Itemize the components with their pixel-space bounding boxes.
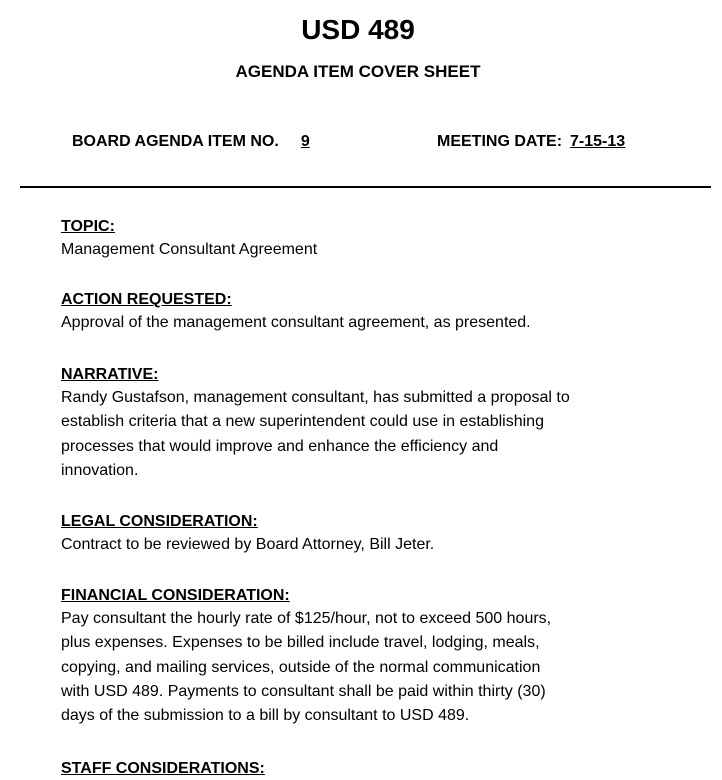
meeting-date-row: [437, 131, 625, 153]
meeting-date-value: 7-15-13: [570, 133, 626, 150]
agenda-item-number-row: [72, 131, 327, 153]
legal-consideration-body: [61, 533, 691, 557]
action-requested-section: [61, 289, 691, 335]
narrative-line: innovation.: [61, 461, 139, 479]
topic-body: [61, 238, 691, 262]
financial-consideration-line: with USD 489. Payments to consultant shall be paid within thirty (30): [61, 682, 546, 700]
financial-consideration-line: plus expenses. Expenses to be billed include travel, lodging, meals,: [61, 634, 540, 652]
document-subtitle: AGENDA ITEM COVER SHEET: [235, 62, 481, 81]
legal-consideration-section: [61, 511, 691, 557]
topic-line: Management Consultant Agreement: [61, 241, 318, 258]
narrative-line: processes that would improve and enhance the efficiency and: [61, 437, 499, 455]
financial-consideration-line: days of the submission to a bill by consultant to USD 489.: [61, 707, 470, 725]
meeting-date-label: MEETING DATE:: [437, 133, 563, 150]
header-divider: [20, 186, 711, 188]
narrative-section: [61, 364, 691, 483]
narrative-line: Randy Gustafson, management consultant, has submitted a proposal to: [61, 389, 570, 406]
action-requested-line: Approval of the management consultant agreement, as presented.: [61, 314, 531, 331]
narrative-heading: NARRATIVE:: [61, 366, 159, 383]
financial-consideration-section: [61, 585, 691, 728]
financial-consideration-body: [61, 607, 691, 728]
narrative-body: [61, 386, 691, 483]
financial-consideration-heading: FINANCIAL CONSIDERATION:: [61, 587, 290, 604]
legal-consideration-heading: LEGAL CONSIDERATION:: [61, 513, 258, 530]
financial-consideration-line: Pay consultant the hourly rate of $125/hour, not to exceed 500 hours,: [61, 610, 552, 627]
legal-consideration-line: Contract to be reviewed by Board Attorney, Bill Jeter.: [61, 536, 435, 553]
staff-considerations-heading: STAFF CONSIDERATIONS:: [61, 760, 265, 777]
staff-considerations-section: [61, 758, 691, 780]
agenda-item-number-value: 9: [300, 133, 310, 150]
narrative-line: establish criteria that a new superintendent could use in establishing: [61, 413, 544, 431]
topic-section: [61, 216, 691, 262]
document-title: USD 489: [301, 14, 415, 45]
topic-heading: TOPIC:: [61, 218, 115, 235]
financial-consideration-line: copying, and mailing services, outside of the normal communication: [61, 658, 541, 676]
action-requested-heading: ACTION REQUESTED:: [61, 291, 232, 308]
agenda-item-number-label: BOARD AGENDA ITEM NO.: [72, 133, 279, 150]
action-requested-body: [61, 311, 691, 335]
